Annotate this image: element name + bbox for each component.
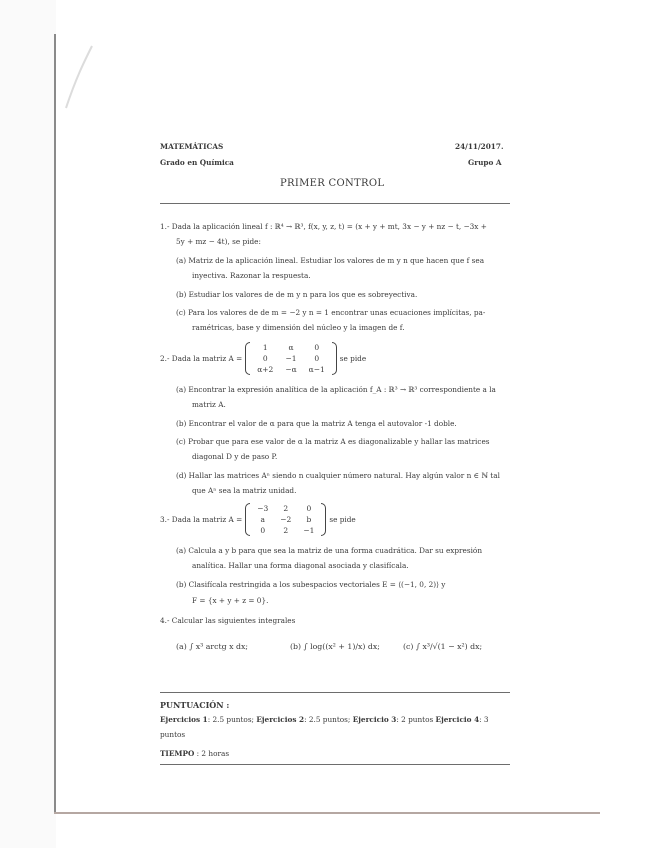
footer-divider: [160, 764, 510, 765]
q2-m-cell: −α: [285, 364, 297, 374]
q3-b-line2: F = {x + y + z = 0}.: [192, 596, 269, 605]
q2-m-cell: 0: [314, 353, 320, 363]
q1-intro-line1: 1.- Dada la aplicación lineal f : ℝ⁴ → ℝ³, f(x, y, z, t) = (x + y + mt, 3x − y + nz − t, −3x +: [160, 222, 487, 231]
score-line-cont: puntos: [160, 730, 186, 739]
q3-statement: [160, 498, 356, 540]
q1-c-line1: (c) Para los valores de de m = −2 y n = 1 encontrar unas ecuaciones implícitas, pa-: [176, 308, 486, 317]
score-ex4-label: Ejercicio 4: [435, 715, 480, 724]
q2-label: 2.- Dada la matriz A =: [160, 353, 243, 363]
paper-crease-mark: [62, 44, 94, 110]
q2-matrix: [245, 342, 337, 375]
q3-m-cell: −1: [303, 525, 315, 535]
q2-b-line: (b) Encontrar el valor de α para que la matriz A tenga el autovalor -1 doble.: [176, 419, 457, 428]
scan-margin: [0, 0, 56, 848]
q4-integral-c: (c) ∫ x³/√(1 − x²) dx;: [403, 642, 483, 651]
q2-m-cell: α: [288, 342, 294, 352]
score-title: PUNTUACIÓN :: [160, 700, 230, 710]
paper-bottom-edge: [54, 812, 600, 814]
paper-left-edge: [54, 34, 56, 814]
subject-label: MATEMÁTICAS: [160, 142, 224, 151]
group-label: Grupo A: [468, 158, 502, 167]
q2-suffix: se pide: [339, 353, 367, 363]
q2-c-line1: (c) Probar que para ese valor de α la matriz A es diagonalizable y hallar las matrices: [176, 437, 490, 446]
q3-m-cell: 0: [260, 525, 266, 535]
score-ex3-points: : 2 puntos: [396, 715, 434, 724]
q3-a-line2: analítica. Hallar una forma diagonal asociada y clasifícala.: [192, 561, 409, 570]
q3-b-line1: (b) Clasifícala restringida a los subespacios vectoriales E = ⟨(−1, 0, 2)⟩ y: [176, 580, 446, 589]
q1-a-line1: (a) Matriz de la aplicación lineal. Estudiar los valores de m y n que hacen que f sea: [176, 256, 485, 265]
q3-m-cell: 0: [306, 503, 312, 513]
q4-integral-a: (a) ∫ x³ arctg x dx;: [176, 642, 248, 651]
q2-a-line2: matriz A.: [192, 400, 226, 409]
q2-c-line2: diagonal D y de paso P.: [192, 452, 278, 461]
q3-m-cell: −3: [257, 503, 269, 513]
degree-label: Grado en Química: [160, 158, 234, 167]
q1-a-line2: inyectiva. Razonar la respuesta.: [192, 271, 311, 280]
time-value: : 2 horas: [196, 749, 230, 758]
q2-m-cell: α+2: [257, 364, 274, 374]
q2-m-cell: 1: [262, 342, 268, 352]
score-ex4-points: : 3: [479, 715, 489, 724]
q3-m-cell: a: [260, 514, 265, 524]
time-title: TIEMPO: [160, 749, 195, 758]
q3-m-cell: −2: [280, 514, 292, 524]
q3-label: 3.- Dada la matriz A =: [160, 514, 243, 524]
q1-c-line2: ramétricas, base y dimensión del núcleo y la imagen de f.: [192, 323, 405, 332]
score-line: [160, 715, 510, 724]
q3-m-cell: 2: [283, 503, 289, 513]
score-ex1-label: Ejercicios 1: [160, 715, 208, 724]
score-ex1-points: : 2.5 puntos;: [207, 715, 255, 724]
score-ex3-label: Ejercicio 3: [352, 715, 397, 724]
q2-d-line1: (d) Hallar las matrices Aⁿ siendo n cualquier número natural. Hay algún valor n ∈ ℕ tal: [176, 471, 500, 480]
score-divider: [160, 692, 510, 693]
q1-b-line: (b) Estudiar los valores de de m y n para los que es sobreyectiva.: [176, 290, 418, 299]
q2-m-cell: α−1: [308, 364, 325, 374]
date-label: 24/11/2017.: [455, 142, 504, 151]
q1-intro-line2: 5y + mz − 4t), se pide:: [176, 237, 261, 246]
q3-suffix: se pide: [329, 514, 356, 524]
header-divider: [160, 203, 510, 204]
q2-d-line2: que Aⁿ sea la matriz unidad.: [192, 486, 297, 495]
q3-m-cell: b: [306, 514, 312, 524]
q2-a-line1: (a) Encontrar la expresión analítica de la aplicación f_A : ℝ³ → ℝ³ correspondiente a la: [176, 385, 496, 394]
q4-integral-b: (b) ∫ log((x² + 1)/x) dx;: [290, 642, 380, 651]
q2-statement: [160, 337, 366, 379]
q3-m-cell: 2: [283, 525, 289, 535]
q2-m-cell: 0: [262, 353, 268, 363]
q4-intro: 4.- Calcular las siguientes integrales: [160, 616, 296, 625]
score-ex2-label: Ejercicios 2: [256, 715, 305, 724]
time-line: [160, 749, 229, 758]
q2-m-cell: 0: [314, 342, 320, 352]
page-title: PRIMER CONTROL: [280, 178, 385, 189]
q2-m-cell: −1: [285, 353, 297, 363]
q3-matrix: [245, 503, 326, 536]
score-ex2-points: : 2.5 puntos;: [304, 715, 351, 724]
q3-a-line1: (a) Calcula a y b para que sea la matriz de una forma cuadrática. Dar su expresión: [176, 546, 483, 555]
